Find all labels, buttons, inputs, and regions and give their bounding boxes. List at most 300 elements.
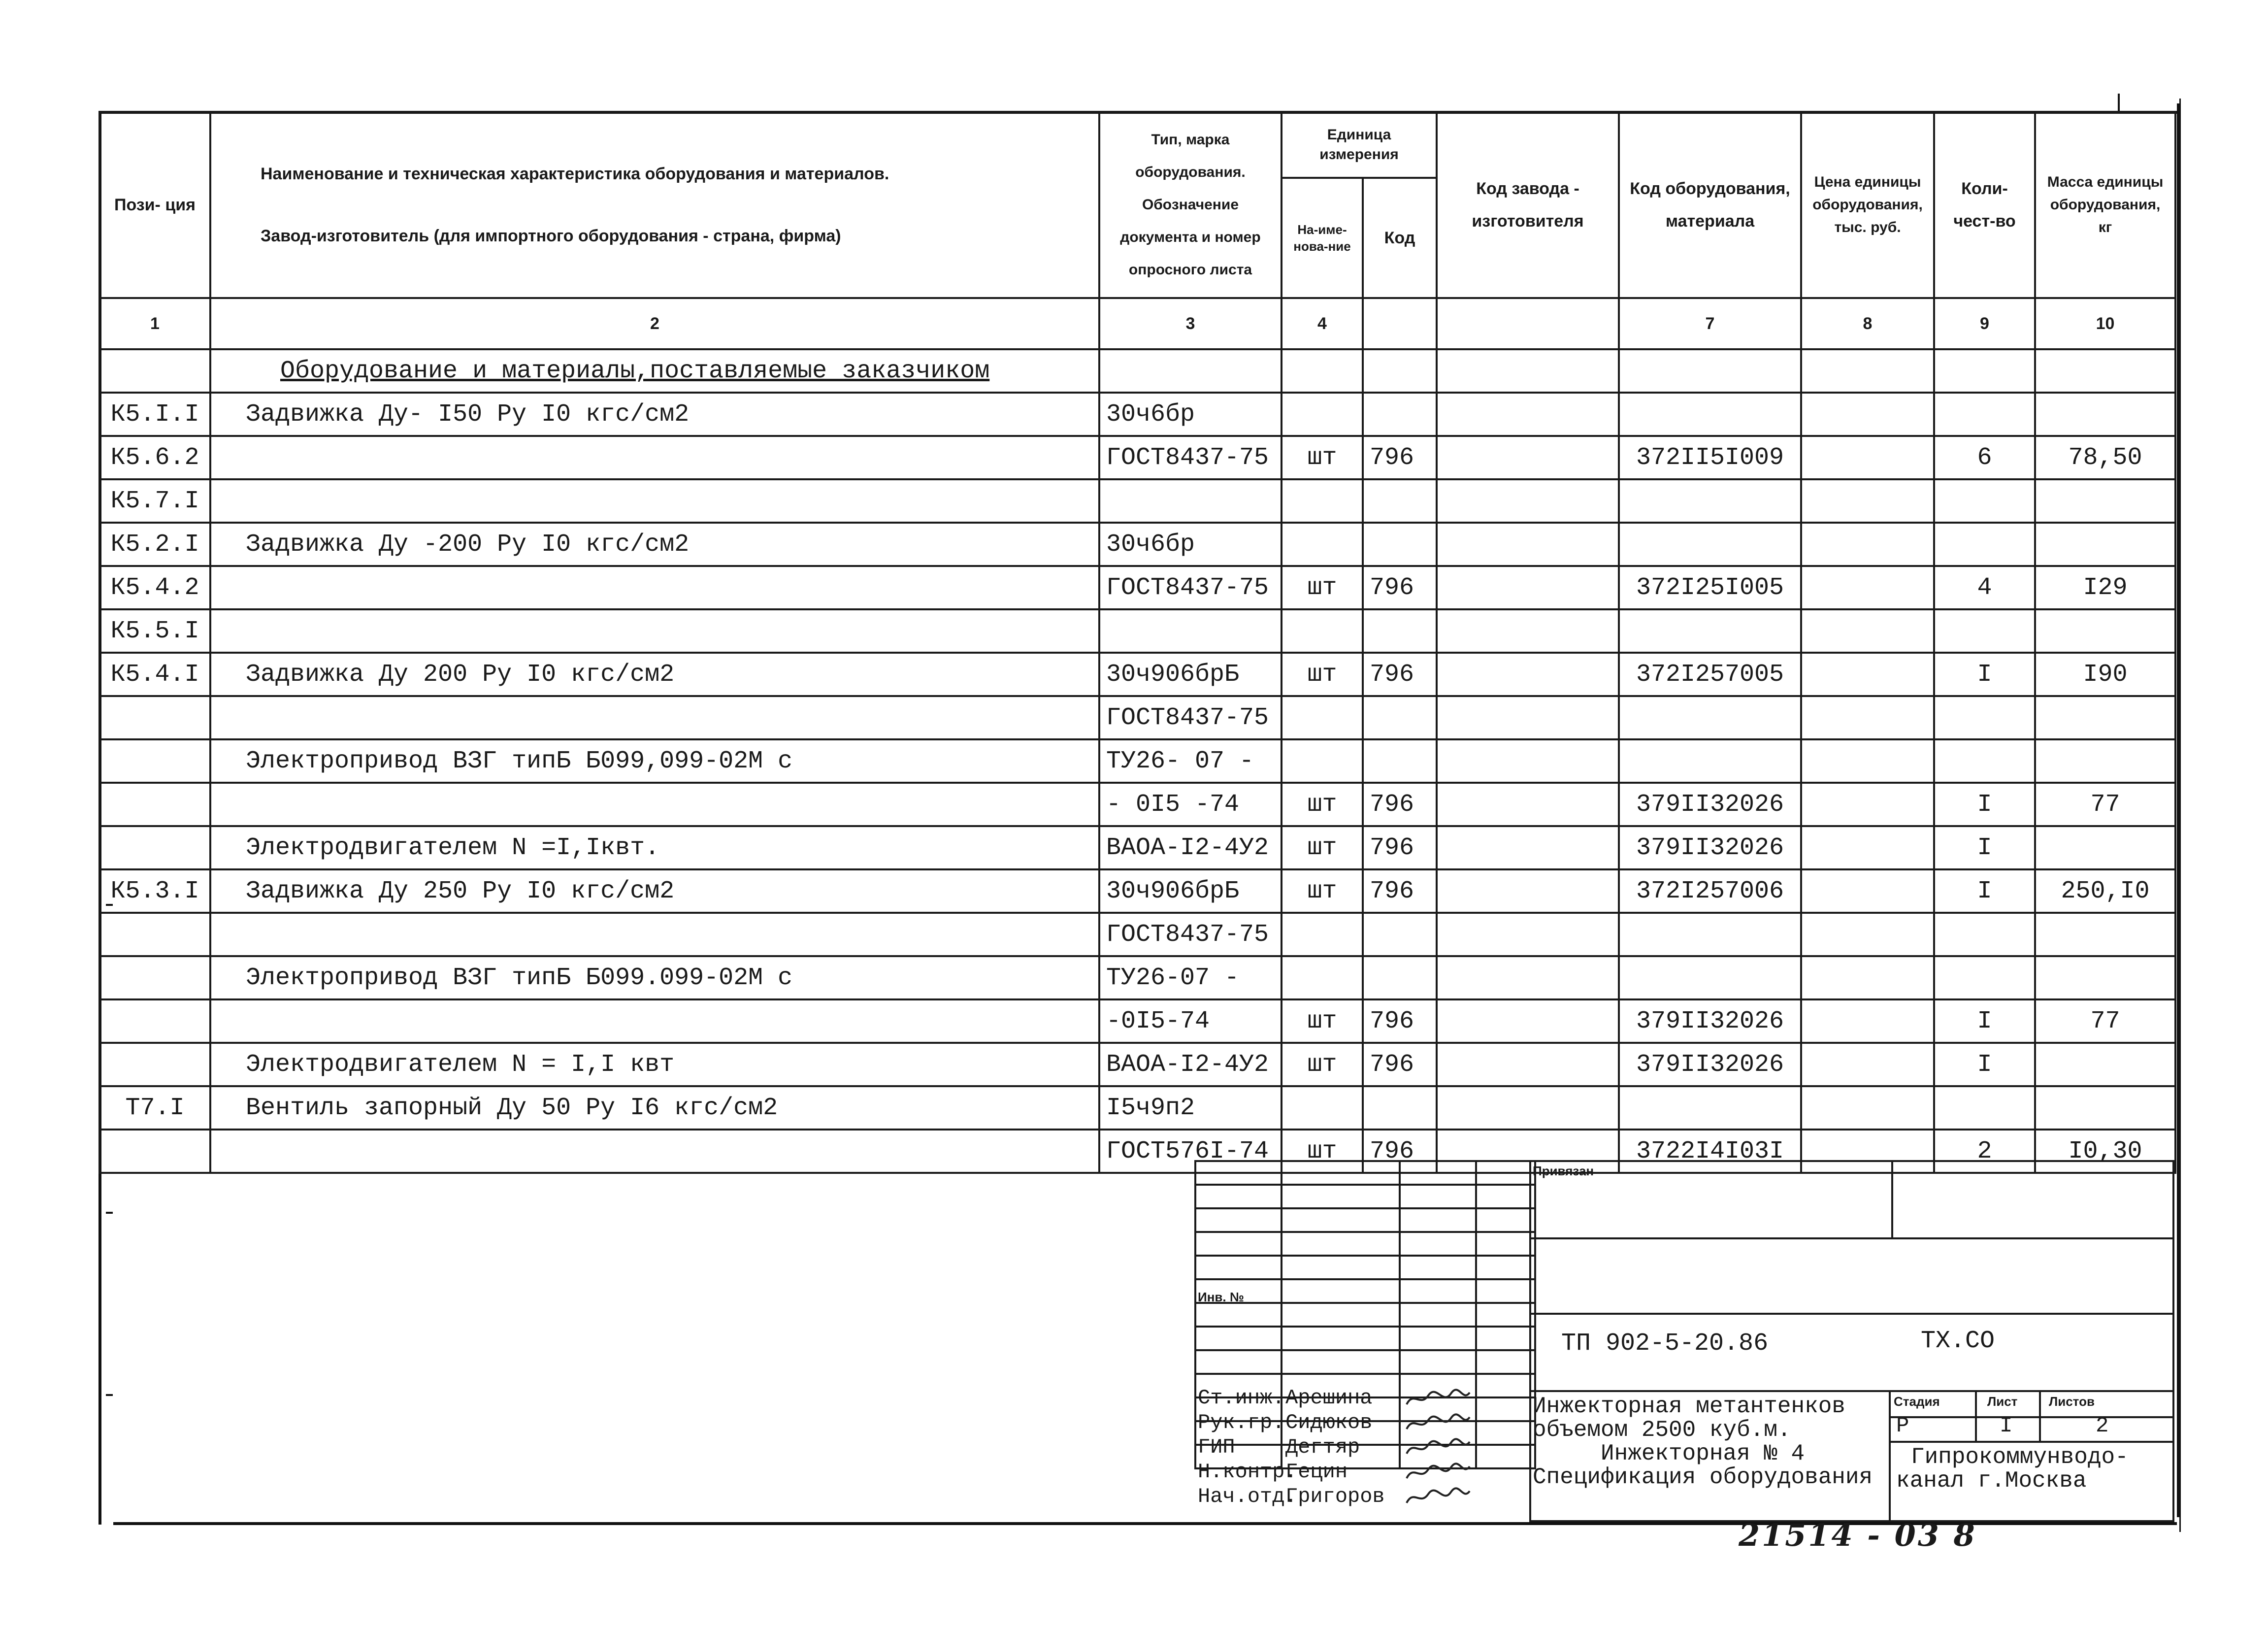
row-unit-code — [1363, 523, 1437, 566]
staff-role: Нач.отд. — [1198, 1485, 1297, 1508]
row-type: 30ч6бр — [1099, 523, 1282, 566]
revision-grid-cell — [1476, 1397, 1535, 1421]
row-position: К5.4.I — [99, 653, 210, 696]
row-quantity — [1934, 913, 2035, 956]
description-line: Инжекторная метантенков — [1533, 1394, 1845, 1419]
row-position: К5.I.I — [99, 393, 210, 436]
row-name: Задвижка Ду 250 Ру I0 кгс/см2 — [210, 869, 1099, 913]
row-price — [1801, 1086, 1934, 1130]
row-quantity: I — [1934, 999, 2035, 1043]
stage-label: Стадия — [1894, 1394, 1940, 1409]
row-plant-code — [1437, 566, 1619, 609]
row-equipment-code — [1619, 739, 1801, 783]
revision-grid-cell — [1400, 1208, 1476, 1232]
row-quantity: 6 — [1934, 436, 2035, 479]
row-name: Электропривод ВЗГ типБ Б099,099-02М с — [210, 739, 1099, 783]
row-equipment-code: 379II32026 — [1619, 783, 1801, 826]
revision-grid-cell — [1195, 1232, 1282, 1256]
row-quantity — [1934, 739, 2035, 783]
stamp-divider — [1891, 1160, 1893, 1239]
row-unit-code: 796 — [1363, 869, 1437, 913]
row-name — [210, 436, 1099, 479]
revision-grid-cell — [1282, 1256, 1400, 1279]
revision-grid-cell — [1282, 1208, 1400, 1232]
header-row — [99, 112, 2175, 178]
row-price — [1801, 999, 1934, 1043]
row-equipment-code: 379II32026 — [1619, 1043, 1801, 1086]
col-number — [1363, 298, 1437, 349]
row-equipment-code: 372I257006 — [1619, 869, 1801, 913]
row-unit-name: шт — [1282, 826, 1363, 869]
row-unit-code: 796 — [1363, 826, 1437, 869]
row-quantity — [1934, 523, 2035, 566]
row-unit-code: 796 — [1363, 566, 1437, 609]
row-plant-code — [1437, 1043, 1619, 1086]
row-price — [1801, 436, 1934, 479]
col-number: 1 — [99, 298, 210, 349]
stamp-divider — [1889, 1390, 1891, 1522]
row-position — [99, 1043, 210, 1086]
col-header-quantity: Коли-чест-во — [1934, 112, 2035, 298]
handwritten-note: 21514 - 03 8 — [1739, 1517, 1977, 1553]
revision-grid-cell — [1476, 1350, 1535, 1374]
row-quantity — [1934, 1086, 2035, 1130]
table-row — [99, 523, 2175, 566]
stage-value: Р — [1896, 1414, 1909, 1438]
revision-grid-cell — [1476, 1256, 1535, 1279]
column-number-row — [99, 298, 2175, 349]
document-code: ТХ.СО — [1921, 1327, 1995, 1355]
cell-empty — [99, 349, 210, 393]
table-row — [99, 479, 2175, 523]
row-price — [1801, 739, 1934, 783]
row-unit-name — [1282, 739, 1363, 783]
sheet-label: Лист — [1987, 1394, 2018, 1409]
col-number: 7 — [1619, 298, 1801, 349]
table-row — [99, 696, 2175, 739]
revision-grid-cell — [1282, 1327, 1400, 1350]
row-equipment-code: 379II32026 — [1619, 826, 1801, 869]
row-position: К5.3.I — [99, 869, 210, 913]
row-quantity — [1934, 609, 2035, 653]
table-row — [99, 913, 2175, 956]
revision-grid-cell — [1476, 1161, 1535, 1185]
row-type: -0I5-74 — [1099, 999, 1282, 1043]
staff-name: Григоров — [1285, 1485, 1385, 1508]
row-name — [210, 1130, 1099, 1173]
row-unit-name: шт — [1282, 783, 1363, 826]
row-type: - 0I5 -74 — [1099, 783, 1282, 826]
staff-name: Дегтяр — [1285, 1435, 1360, 1459]
row-equipment-code: 372II5I009 — [1619, 436, 1801, 479]
row-unit-name: шт — [1282, 1130, 1363, 1173]
row-mass — [2035, 609, 2175, 653]
row-type: ТУ26-07 - — [1099, 956, 1282, 999]
row-unit-name — [1282, 913, 1363, 956]
row-unit-name — [1282, 1086, 1363, 1130]
col-header-name-line2: Завод-изготовитель (для импортного оборудования - страна, фирма) — [261, 227, 841, 245]
row-position — [99, 739, 210, 783]
row-plant-code — [1437, 393, 1619, 436]
stamp-divider — [1529, 1237, 2174, 1239]
row-unit-code — [1363, 739, 1437, 783]
signature — [1404, 1388, 1473, 1410]
row-unit-code: 796 — [1363, 436, 1437, 479]
revision-grid-cell — [1195, 1256, 1282, 1279]
staff-name: Арешина — [1285, 1386, 1373, 1410]
row-unit-code: 796 — [1363, 1043, 1437, 1086]
table-row — [99, 739, 2175, 783]
project-code: ТП 902-5-20.86 — [1561, 1330, 1769, 1358]
revision-grid-row — [1195, 1256, 1535, 1279]
revision-grid-cell — [1476, 1232, 1535, 1256]
revision-grid-row — [1195, 1161, 1535, 1185]
row-quantity — [1934, 956, 2035, 999]
frame-tick — [106, 1212, 113, 1214]
revision-grid-cell — [1476, 1208, 1535, 1232]
row-mass — [2035, 739, 2175, 783]
row-type: ВАОА-I2-4У2 — [1099, 1043, 1282, 1086]
sheets-label: Листов — [2049, 1394, 2095, 1409]
row-unit-name — [1282, 523, 1363, 566]
row-price — [1801, 653, 1934, 696]
table-row — [99, 869, 2175, 913]
row-position — [99, 956, 210, 999]
staff-role: Ст.инж. — [1198, 1386, 1285, 1410]
revision-grid-cell — [1282, 1161, 1400, 1185]
row-mass: I90 — [2035, 653, 2175, 696]
row-position: Т7.I — [99, 1086, 210, 1130]
row-unit-code — [1363, 956, 1437, 999]
section-title: Оборудование и материалы,поставляемые заказчиком — [210, 349, 1099, 393]
row-equipment-code: 379II32026 — [1619, 999, 1801, 1043]
table-row — [99, 783, 2175, 826]
row-plant-code — [1437, 783, 1619, 826]
row-equipment-code: 372I25I005 — [1619, 566, 1801, 609]
row-mass — [2035, 913, 2175, 956]
row-equipment-code — [1619, 393, 1801, 436]
revision-grid-cell — [1476, 1303, 1535, 1327]
inventory-label: Инв. № — [1198, 1290, 1244, 1304]
revision-grid-row — [1195, 1350, 1535, 1374]
revision-grid-cell — [1282, 1350, 1400, 1374]
frame-tick-top — [2118, 94, 2120, 111]
revision-grid-cell — [1195, 1208, 1282, 1232]
revision-grid-cell — [1400, 1232, 1476, 1256]
staff-name: Сидюков — [1285, 1411, 1373, 1434]
row-position: К5.6.2 — [99, 436, 210, 479]
row-plant-code — [1437, 826, 1619, 869]
row-type: 30ч6бр — [1099, 393, 1282, 436]
col-number: 9 — [1934, 298, 2035, 349]
stamp-divider — [1975, 1390, 1977, 1441]
sheets-value: 2 — [2096, 1414, 2109, 1438]
table-row — [99, 436, 2175, 479]
row-type: I5ч9п2 — [1099, 1086, 1282, 1130]
revision-grid-cell — [1476, 1421, 1535, 1445]
row-equipment-code — [1619, 696, 1801, 739]
revision-grid-row — [1195, 1327, 1535, 1350]
row-name: Вентиль запорный Ду 50 Ру I6 кгс/см2 — [210, 1086, 1099, 1130]
row-mass: 78,50 — [2035, 436, 2175, 479]
row-mass — [2035, 393, 2175, 436]
row-mass — [2035, 479, 2175, 523]
revision-grid-row — [1195, 1232, 1535, 1256]
revision-grid-cell — [1195, 1303, 1282, 1327]
col-header-equipment-code: Код оборудования, материала — [1619, 112, 1801, 298]
row-quantity: I — [1934, 826, 2035, 869]
row-mass: 77 — [2035, 999, 2175, 1043]
row-position: К5.2.I — [99, 523, 210, 566]
row-name — [210, 566, 1099, 609]
revision-grid-cell — [1282, 1185, 1400, 1208]
row-unit-code — [1363, 609, 1437, 653]
col-header-mass: Масса единицы оборудования, кг — [2035, 112, 2175, 298]
row-quantity: 2 — [1934, 1130, 2035, 1173]
row-name: Задвижка Ду- I50 Ру I0 кгс/см2 — [210, 393, 1099, 436]
col-number: 3 — [1099, 298, 1282, 349]
signature — [1404, 1462, 1473, 1484]
revision-grid-cell — [1400, 1161, 1476, 1185]
row-position — [99, 1130, 210, 1173]
row-price — [1801, 913, 1934, 956]
row-price — [1801, 1043, 1934, 1086]
row-unit-name: шт — [1282, 999, 1363, 1043]
col-header-plant-code: Код завода - изготовителя — [1437, 112, 1619, 298]
col-number: 4 — [1282, 298, 1363, 349]
row-unit-name — [1282, 956, 1363, 999]
row-unit-name: шт — [1282, 566, 1363, 609]
stamp-divider — [1889, 1441, 2174, 1443]
row-unit-name — [1282, 393, 1363, 436]
row-plant-code — [1437, 696, 1619, 739]
row-quantity — [1934, 393, 2035, 436]
table-row — [99, 1043, 2175, 1086]
row-name — [210, 783, 1099, 826]
row-name: Электродвигателем N =I,Iквт. — [210, 826, 1099, 869]
col-number — [1437, 298, 1619, 349]
revision-grid-cell — [1400, 1303, 1476, 1327]
revision-grid-row — [1195, 1185, 1535, 1208]
description-line: Инжекторная № 4 — [1601, 1441, 1805, 1466]
table-row — [99, 393, 2175, 436]
row-name — [210, 913, 1099, 956]
row-position — [99, 696, 210, 739]
row-quantity: I — [1934, 1043, 2035, 1086]
row-type: ГОСТ8437-75 — [1099, 566, 1282, 609]
col-header-unit-code: Код — [1363, 178, 1437, 298]
row-mass — [2035, 956, 2175, 999]
row-position: К5.5.I — [99, 609, 210, 653]
organization-line: канал г.Москва — [1896, 1468, 2087, 1494]
revision-grid-cell — [1282, 1232, 1400, 1256]
row-mass: I0,30 — [2035, 1130, 2175, 1173]
row-mass — [2035, 1043, 2175, 1086]
row-unit-code: 796 — [1363, 783, 1437, 826]
row-price — [1801, 609, 1934, 653]
table-row — [99, 566, 2175, 609]
revision-grid-cell — [1195, 1350, 1282, 1374]
stamp-divider — [2039, 1390, 2041, 1441]
row-quantity — [1934, 479, 2035, 523]
table-row — [99, 1086, 2175, 1130]
row-type — [1099, 479, 1282, 523]
specification-table — [99, 111, 2176, 1174]
row-plant-code — [1437, 653, 1619, 696]
row-price — [1801, 566, 1934, 609]
row-plant-code — [1437, 956, 1619, 999]
row-equipment-code: 3722I4I03I — [1619, 1130, 1801, 1173]
revision-grid-cell — [1400, 1256, 1476, 1279]
revision-grid-cell — [1400, 1185, 1476, 1208]
row-type: ВАОА-I2-4У2 — [1099, 826, 1282, 869]
row-unit-code: 796 — [1363, 999, 1437, 1043]
table-row — [99, 653, 2175, 696]
revision-grid-cell — [1476, 1185, 1535, 1208]
row-price — [1801, 696, 1934, 739]
revision-grid-cell — [1400, 1327, 1476, 1350]
row-plant-code — [1437, 739, 1619, 783]
signature — [1404, 1486, 1473, 1509]
row-type: ГОСТ8437-75 — [1099, 913, 1282, 956]
row-position — [99, 999, 210, 1043]
row-mass — [2035, 696, 2175, 739]
row-equipment-code — [1619, 913, 1801, 956]
col-header-name-line1: Наименование и техническая характеристика оборудования и материалов. — [261, 165, 889, 183]
row-unit-name: шт — [1282, 1043, 1363, 1086]
col-number: 10 — [2035, 298, 2175, 349]
row-quantity: I — [1934, 869, 2035, 913]
revision-grid-cell — [1195, 1161, 1282, 1185]
row-plant-code — [1437, 913, 1619, 956]
table-row — [99, 609, 2175, 653]
staff-role: Рук.гр. — [1198, 1411, 1285, 1434]
row-unit-name: шт — [1282, 653, 1363, 696]
revision-grid-cell — [1400, 1279, 1476, 1303]
col-header-unit-group: Единица измерения — [1282, 112, 1437, 178]
revision-grid-cell — [1282, 1279, 1400, 1303]
row-unit-code: 796 — [1363, 1130, 1437, 1173]
row-price — [1801, 783, 1934, 826]
organization-line: Гипрокоммунводо- — [1911, 1444, 2129, 1470]
revision-grid-cell — [1195, 1185, 1282, 1208]
row-position: К5.4.2 — [99, 566, 210, 609]
row-unit-code — [1363, 1086, 1437, 1130]
row-type: 30ч906брБ — [1099, 653, 1282, 696]
row-mass: 250,I0 — [2035, 869, 2175, 913]
row-position — [99, 783, 210, 826]
row-type: ГОСТ8437-75 — [1099, 696, 1282, 739]
table-row — [99, 999, 2175, 1043]
row-type: ГОСТ576I-74 — [1099, 1130, 1282, 1173]
row-unit-code — [1363, 479, 1437, 523]
revision-grid-cell — [1282, 1303, 1400, 1327]
row-price — [1801, 523, 1934, 566]
row-unit-name: шт — [1282, 869, 1363, 913]
row-type: 30ч906брБ — [1099, 869, 1282, 913]
col-number: 2 — [210, 298, 1099, 349]
row-unit-name — [1282, 696, 1363, 739]
row-plant-code — [1437, 869, 1619, 913]
stamp-divider — [1889, 1416, 2174, 1418]
revision-grid-cell — [1400, 1350, 1476, 1374]
row-plant-code — [1437, 479, 1619, 523]
row-mass — [2035, 826, 2175, 869]
row-name — [210, 609, 1099, 653]
frame-border-right-outer — [2179, 99, 2181, 1532]
bound-label: Привязан — [1533, 1164, 1594, 1178]
row-unit-name — [1282, 479, 1363, 523]
revision-grid-cell — [1476, 1279, 1535, 1303]
row-position — [99, 913, 210, 956]
row-equipment-code — [1619, 1086, 1801, 1130]
row-price — [1801, 393, 1934, 436]
row-name: Задвижка Ду -200 Ру I0 кгс/см2 — [210, 523, 1099, 566]
row-type — [1099, 609, 1282, 653]
table-row — [99, 956, 2175, 999]
row-quantity: I — [1934, 783, 2035, 826]
frame-tick — [106, 1394, 113, 1396]
row-plant-code — [1437, 609, 1619, 653]
row-unit-name — [1282, 609, 1363, 653]
row-plant-code — [1437, 1086, 1619, 1130]
col-header-name — [210, 112, 1099, 298]
row-equipment-code — [1619, 479, 1801, 523]
revision-grid-row — [1195, 1303, 1535, 1327]
row-name — [210, 696, 1099, 739]
row-unit-name: шт — [1282, 436, 1363, 479]
row-price — [1801, 826, 1934, 869]
sheet-value: I — [2000, 1414, 2013, 1438]
row-price — [1801, 956, 1934, 999]
row-unit-code — [1363, 393, 1437, 436]
row-name: Задвижка Ду 200 Ру I0 кгс/см2 — [210, 653, 1099, 696]
stamp-divider — [1529, 1313, 2174, 1315]
revision-grid-cell — [1476, 1374, 1535, 1397]
staff-name: Гецин — [1285, 1460, 1348, 1484]
row-mass: I29 — [2035, 566, 2175, 609]
signature — [1404, 1412, 1473, 1435]
col-header-unit-name: На-име-нова-ние — [1282, 178, 1363, 298]
signature — [1404, 1437, 1473, 1460]
row-name: Электропривод ВЗГ типБ Б099.099-02М с — [210, 956, 1099, 999]
row-plant-code — [1437, 523, 1619, 566]
row-mass — [2035, 523, 2175, 566]
row-mass: 77 — [2035, 783, 2175, 826]
row-name: Электродвигателем N = I,I квт — [210, 1043, 1099, 1086]
row-position: К5.7.I — [99, 479, 210, 523]
row-quantity: 4 — [1934, 566, 2035, 609]
stamp-divider — [1529, 1390, 2174, 1392]
row-unit-code — [1363, 696, 1437, 739]
revision-grid-row — [1195, 1208, 1535, 1232]
row-equipment-code: 372I257005 — [1619, 653, 1801, 696]
col-header-type: Тип, марка оборудования. Обозначение документа и номер опросного листа — [1099, 112, 1282, 298]
revision-grid-cell — [1476, 1445, 1535, 1468]
row-quantity: I — [1934, 653, 2035, 696]
row-price — [1801, 869, 1934, 913]
col-header-position: Пози- ция — [99, 112, 210, 298]
col-header-price: Цена единицы оборудования, тыс. руб. — [1801, 112, 1934, 298]
staff-role: Н.контр. — [1198, 1460, 1297, 1484]
row-position — [99, 826, 210, 869]
section-row — [99, 349, 2175, 393]
row-plant-code — [1437, 999, 1619, 1043]
row-type: ТУ26- 07 - — [1099, 739, 1282, 783]
row-name — [210, 999, 1099, 1043]
revision-grid-cell — [1195, 1327, 1282, 1350]
row-plant-code — [1437, 436, 1619, 479]
